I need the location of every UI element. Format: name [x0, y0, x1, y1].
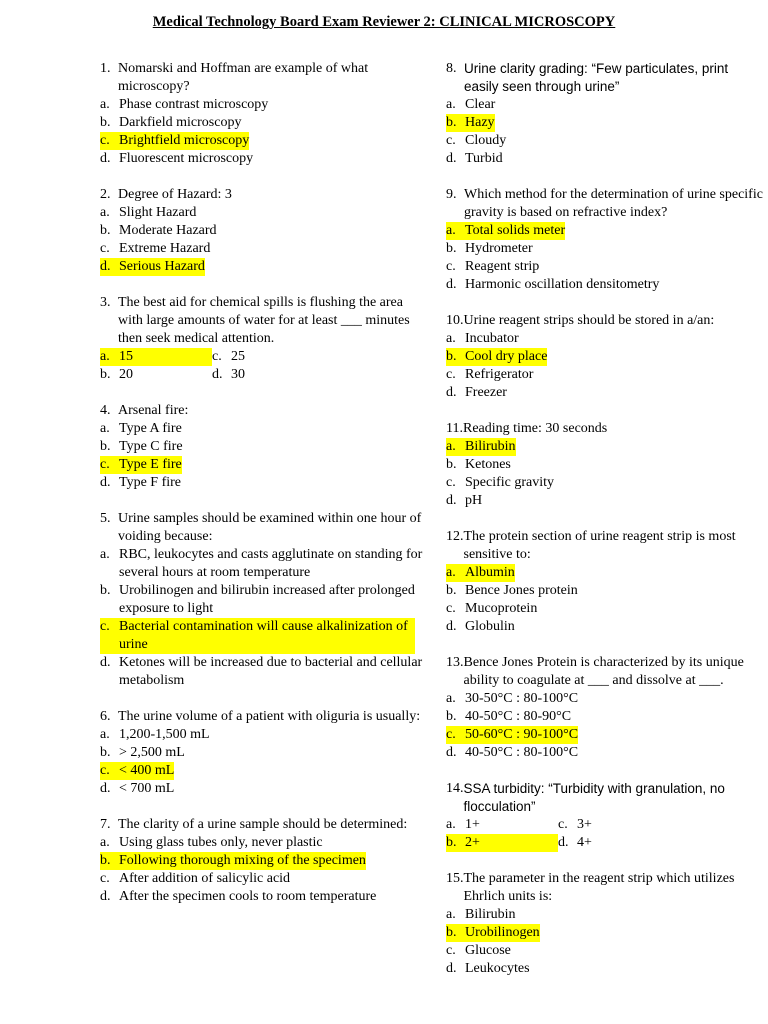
option-choice — [100, 744, 425, 762]
option-text: 50-60°C : 90-100°C — [465, 727, 579, 742]
option-letter: d. — [558, 835, 569, 850]
option-text: Bence Jones protein — [465, 583, 578, 598]
question-9 — [446, 186, 766, 294]
option-letter: c. — [446, 367, 456, 382]
question-number: 13. — [446, 655, 464, 670]
option-letter: b. — [446, 349, 457, 364]
left-column — [100, 60, 425, 924]
option-answer — [446, 924, 540, 942]
option-text: Fluorescent microscopy — [119, 151, 254, 166]
question-12 — [446, 528, 766, 636]
option-letter: c. — [100, 871, 110, 886]
option-letter: b. — [446, 583, 457, 598]
option-letter: c. — [446, 943, 456, 958]
option-letter: d. — [100, 259, 111, 274]
option-letter: b. — [446, 457, 457, 472]
question-text: The protein section of urine reagent strip is most sensitive to: — [463, 529, 736, 562]
option-choice — [100, 96, 425, 114]
option-text: Refrigerator — [465, 367, 534, 382]
option-answer — [100, 348, 212, 366]
option-text: Ketones — [465, 457, 511, 472]
option-text: Glucose — [465, 943, 511, 958]
option-text: Ketones will be increased due to bacterial and cellular metabolism — [119, 655, 423, 688]
page-title-text: Medical Technology Board Exam Reviewer 2: CLINICAL MICROSCOPY — [152, 14, 616, 30]
question-number: 9. — [446, 187, 457, 202]
option-choice — [100, 114, 425, 132]
option-choice — [100, 366, 212, 384]
option-letter: d. — [446, 385, 457, 400]
option-choice — [446, 330, 766, 348]
option-text: Type C fire — [119, 439, 183, 454]
option-row — [100, 348, 425, 366]
option-text: 30 — [231, 367, 245, 382]
option-choice — [446, 456, 766, 474]
option-letter: a. — [100, 349, 110, 364]
option-answer — [446, 222, 565, 240]
option-row — [446, 816, 766, 834]
question-8 — [446, 60, 766, 168]
option-text: > 2,500 mL — [119, 745, 185, 760]
option-choice — [446, 150, 766, 168]
option-letter: c. — [100, 457, 110, 472]
question-2 — [100, 186, 425, 276]
option-text: Mucoprotein — [465, 601, 538, 616]
question-text: Which method for the determination of urine specific gravity is based on refractive index? — [464, 187, 763, 220]
question-number: 4. — [100, 403, 111, 418]
question-number: 5. — [100, 511, 111, 526]
option-letter: a. — [446, 817, 456, 832]
option-choice — [446, 240, 766, 258]
option-text: < 400 mL — [119, 763, 175, 778]
option-letter: d. — [100, 475, 111, 490]
option-answer — [446, 114, 495, 132]
option-letter: b. — [446, 835, 457, 850]
option-letter: c. — [100, 133, 110, 148]
option-text: Type F fire — [119, 475, 182, 490]
option-text: Urobilinogen and bilirubin increased after prolonged exposure to light — [119, 583, 415, 616]
question-number: 3. — [100, 295, 111, 310]
question-stem — [100, 186, 425, 204]
option-choice — [100, 240, 425, 258]
question-7 — [100, 816, 425, 906]
option-text: Using glass tubes only, never plastic — [119, 835, 323, 850]
option-choice — [446, 132, 766, 150]
option-letter: a. — [446, 223, 456, 238]
option-answer — [100, 618, 415, 654]
question-stem — [446, 780, 766, 816]
option-answer — [100, 456, 182, 474]
option-text: Turbid — [465, 151, 503, 166]
option-choice — [446, 492, 766, 510]
option-letter: d. — [100, 151, 111, 166]
option-choice — [446, 906, 766, 924]
option-choice — [446, 384, 766, 402]
option-choice — [446, 474, 766, 492]
option-choice — [100, 150, 425, 168]
question-text: The parameter in the reagent strip which utilizes Ehrlich units is: — [463, 871, 735, 904]
option-choice — [558, 834, 670, 852]
option-answer — [100, 852, 366, 870]
page-title — [0, 13, 768, 31]
question-13 — [446, 654, 766, 762]
option-letter: d. — [446, 493, 457, 508]
option-choice — [446, 582, 766, 600]
option-letter: a. — [446, 439, 456, 454]
option-text: Reagent strip — [465, 259, 540, 274]
question-text: Reading time: 30 seconds — [462, 421, 608, 436]
option-answer — [100, 132, 249, 150]
question-number: 6. — [100, 709, 111, 724]
question-5 — [100, 510, 425, 690]
option-letter: d. — [446, 151, 457, 166]
option-row — [100, 366, 425, 384]
option-letter: a. — [100, 205, 110, 220]
option-choice — [100, 654, 425, 690]
option-letter: d. — [446, 277, 457, 292]
option-text: Albumin — [465, 565, 515, 580]
question-stem — [100, 60, 425, 96]
option-text: Hazy — [465, 115, 495, 130]
option-letter: c. — [446, 259, 456, 274]
question-6 — [100, 708, 425, 798]
option-text: Darkfield microscopy — [119, 115, 242, 130]
question-stem — [100, 510, 425, 546]
option-letter: a. — [446, 907, 456, 922]
option-letter: d. — [446, 961, 457, 976]
option-letter: a. — [446, 691, 456, 706]
option-text: Harmonic oscillation densitometry — [465, 277, 660, 292]
option-letter: c. — [446, 133, 456, 148]
question-number: 7. — [100, 817, 111, 832]
option-choice — [446, 366, 766, 384]
option-text: Type A fire — [119, 421, 182, 436]
option-letter: c. — [558, 817, 568, 832]
question-3 — [100, 294, 425, 384]
option-choice — [446, 96, 766, 114]
option-choice — [446, 744, 766, 762]
option-text: 3+ — [577, 817, 592, 832]
option-letter: c. — [100, 763, 110, 778]
question-stem — [446, 528, 766, 564]
option-text: Total solids meter — [465, 223, 566, 238]
option-letter: a. — [100, 835, 110, 850]
option-letter: a. — [100, 547, 110, 562]
question-11 — [446, 420, 766, 510]
option-text: Following thorough mixing of the specimen — [119, 853, 366, 868]
option-choice — [446, 942, 766, 960]
option-answer — [446, 726, 578, 744]
question-number: 14. — [446, 781, 464, 796]
option-letter: d. — [212, 367, 223, 382]
question-stem — [446, 60, 766, 96]
question-number: 11. — [446, 421, 463, 436]
option-choice — [100, 582, 425, 618]
option-letter: c. — [212, 349, 222, 364]
option-text: 30-50°C : 80-100°C — [465, 691, 579, 706]
option-letter: d. — [100, 655, 111, 670]
question-text: The urine volume of a patient with oliguria is usually: — [118, 709, 421, 724]
option-text: Urobilinogen — [465, 925, 540, 940]
option-choice — [100, 834, 425, 852]
option-letter: b. — [446, 709, 457, 724]
option-text: Brightfield microscopy — [119, 133, 250, 148]
option-text: Cool dry place — [465, 349, 548, 364]
option-choice — [100, 870, 425, 888]
option-text: Globulin — [465, 619, 515, 634]
question-text: Arsenal fire: — [118, 403, 189, 418]
option-choice — [446, 816, 558, 834]
option-row — [446, 834, 766, 852]
option-choice — [446, 258, 766, 276]
option-letter: b. — [100, 439, 111, 454]
option-letter: c. — [446, 601, 456, 616]
question-stem — [100, 402, 425, 420]
option-letter: a. — [446, 97, 456, 112]
option-text: Bilirubin — [465, 907, 516, 922]
option-text: 20 — [119, 367, 133, 382]
option-text: Hydrometer — [465, 241, 533, 256]
option-text: Cloudy — [465, 133, 507, 148]
option-letter: b. — [100, 853, 111, 868]
option-text: pH — [465, 493, 483, 508]
question-stem — [100, 816, 425, 834]
question-stem — [446, 870, 766, 906]
option-letter: b. — [100, 367, 111, 382]
option-text: After the specimen cools to room temperature — [119, 889, 377, 904]
option-choice — [100, 780, 425, 798]
question-number: 1. — [100, 61, 111, 76]
option-text: 15 — [119, 349, 133, 364]
question-stem — [446, 186, 766, 222]
option-letter: a. — [446, 565, 456, 580]
question-text: Urine samples should be examined within one hour of voiding because: — [118, 511, 422, 544]
option-choice — [446, 276, 766, 294]
question-text: Degree of Hazard: 3 — [118, 187, 232, 202]
question-stem — [100, 708, 425, 726]
option-choice — [100, 546, 425, 582]
question-15 — [446, 870, 766, 978]
question-stem — [446, 312, 766, 330]
option-choice — [446, 708, 766, 726]
option-choice — [212, 348, 324, 366]
question-number: 12. — [446, 529, 464, 544]
option-text: Moderate Hazard — [119, 223, 217, 238]
question-4 — [100, 402, 425, 492]
option-choice — [100, 726, 425, 744]
option-text: Leukocytes — [465, 961, 530, 976]
option-choice — [100, 222, 425, 240]
option-text: Serious Hazard — [119, 259, 205, 274]
option-choice — [100, 420, 425, 438]
option-letter: b. — [100, 223, 111, 238]
option-choice — [446, 690, 766, 708]
option-choice — [100, 474, 425, 492]
option-answer — [446, 348, 547, 366]
option-text: Clear — [465, 97, 496, 112]
question-text: Urine clarity grading: “Few particulates, print easily seen through urine” — [464, 61, 729, 94]
option-choice — [558, 816, 670, 834]
option-text: 25 — [231, 349, 245, 364]
option-text: Incubator — [465, 331, 519, 346]
option-text: Bilirubin — [465, 439, 516, 454]
question-number: 2. — [100, 187, 111, 202]
option-text: < 700 mL — [119, 781, 175, 796]
option-letter: a. — [100, 421, 110, 436]
option-answer — [446, 564, 515, 582]
option-letter: a. — [100, 97, 110, 112]
option-letter: d. — [100, 781, 111, 796]
option-letter: b. — [100, 745, 111, 760]
option-text: After addition of salicylic acid — [119, 871, 291, 886]
question-text: Bence Jones Protein is characterized by its unique ability to coagulate at ___ and dissolve at ___. — [463, 655, 744, 688]
option-text: 2+ — [465, 835, 480, 850]
option-text: Specific gravity — [465, 475, 555, 490]
option-letter: c. — [100, 619, 110, 634]
option-text: 1,200-1,500 mL — [119, 727, 210, 742]
option-choice — [100, 204, 425, 222]
question-text: The best aid for chemical spills is flushing the area with large amounts of water for at least ___ minutes then seek medical attention. — [118, 295, 410, 346]
option-letter: b. — [100, 115, 111, 130]
option-letter: a. — [446, 331, 456, 346]
option-answer — [446, 834, 558, 852]
option-answer — [446, 438, 516, 456]
option-letter: c. — [100, 241, 110, 256]
question-text: SSA turbidity: “Turbidity with granulation, no flocculation” — [463, 781, 725, 814]
option-text: Type E fire — [119, 457, 182, 472]
option-answer — [100, 762, 174, 780]
option-letter: b. — [100, 583, 111, 598]
option-text: 40-50°C : 80-100°C — [465, 745, 579, 760]
question-stem — [446, 654, 766, 690]
option-text: 1+ — [465, 817, 480, 832]
question-number: 10. — [446, 313, 464, 328]
question-14 — [446, 780, 766, 852]
option-text: Freezer — [465, 385, 507, 400]
option-letter: b. — [446, 925, 457, 940]
option-letter: b. — [446, 115, 457, 130]
option-choice — [446, 618, 766, 636]
option-choice — [446, 960, 766, 978]
option-text: Extreme Hazard — [119, 241, 211, 256]
question-text: Nomarski and Hoffman are example of what microscopy? — [118, 61, 369, 94]
option-text: Phase contrast microscopy — [119, 97, 269, 112]
option-text: 40-50°C : 80-90°C — [465, 709, 572, 724]
option-text: 4+ — [577, 835, 592, 850]
option-letter: c. — [446, 727, 456, 742]
question-number: 15. — [446, 871, 464, 886]
option-letter: a. — [100, 727, 110, 742]
option-text: Bacterial contamination will cause alkalinization of urine — [119, 619, 408, 652]
right-column — [446, 60, 766, 996]
option-choice — [100, 888, 425, 906]
option-text: Slight Hazard — [119, 205, 197, 220]
question-stem — [446, 420, 766, 438]
option-letter: d. — [446, 745, 457, 760]
option-text: RBC, leukocytes and casts agglutinate on standing for several hours at room temperature — [119, 547, 423, 580]
option-letter: b. — [446, 241, 457, 256]
question-1 — [100, 60, 425, 168]
question-stem — [100, 294, 425, 348]
question-10 — [446, 312, 766, 402]
question-text: The clarity of a urine sample should be determined: — [118, 817, 408, 832]
option-choice — [212, 366, 324, 384]
option-letter: d. — [446, 619, 457, 634]
option-choice — [100, 438, 425, 456]
option-letter: c. — [446, 475, 456, 490]
option-letter: d. — [100, 889, 111, 904]
question-text: Urine reagent strips should be stored in a/an: — [463, 313, 715, 328]
option-answer — [100, 258, 205, 276]
option-choice — [446, 600, 766, 618]
question-number: 8. — [446, 61, 457, 76]
